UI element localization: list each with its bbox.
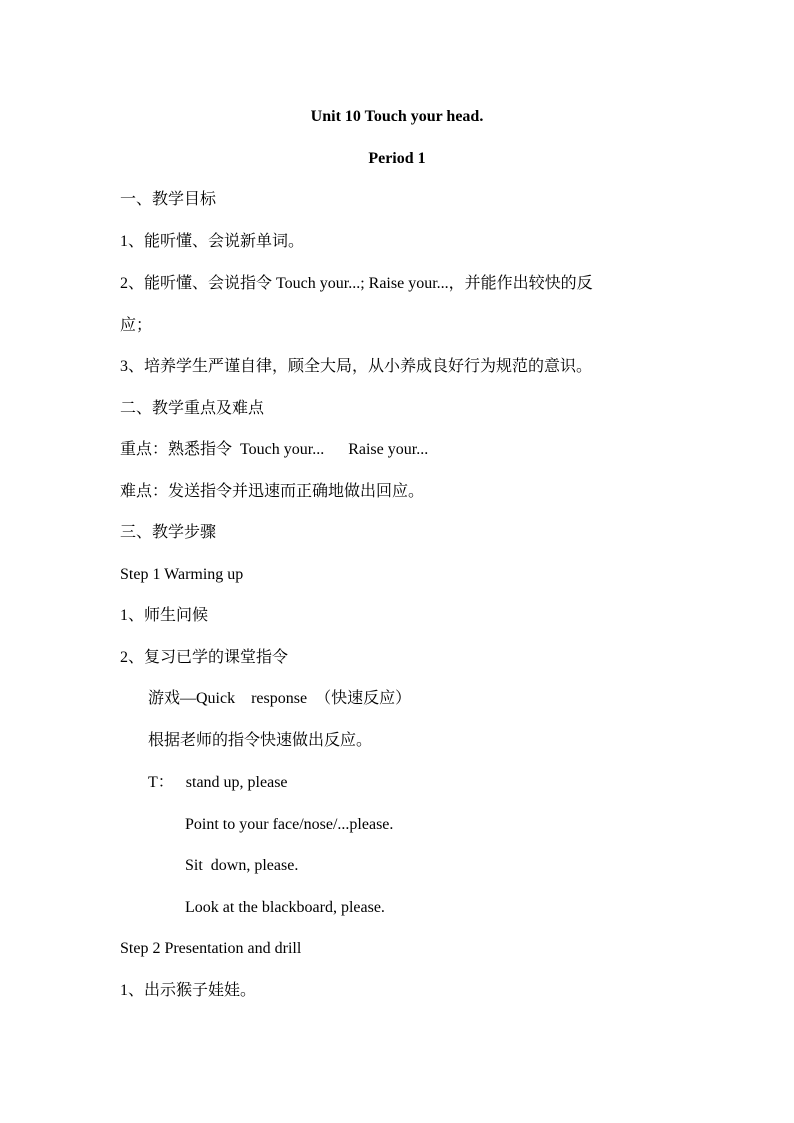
section-heading-steps: 三、教学步骤 [120,524,217,541]
difficult-point: 难点：发送指令并迅速而正确地做出回应。 [120,483,425,500]
document-title: Unit 10 Touch your head. [310,108,484,125]
step-2-heading: Step 2 Presentation and drill [120,940,302,957]
objective-3: 3、培养学生严谨自律，顾全大局，从小养成良好行为规范的意识。 [120,358,593,375]
step-1-heading: Step 1 Warming up [120,566,244,583]
section-heading-key-points: 二、教学重点及难点 [120,400,265,417]
key-point: 重点：熟悉指令 Touch your... Raise your... [120,441,429,458]
teacher-command-4: Look at the blackboard, please. [185,899,385,916]
teacher-command-1: T： stand up, please [148,774,288,791]
objective-1: 1、能听懂、会说新单词。 [120,233,305,250]
game-instruction: 根据老师的指令快速做出反应。 [148,732,373,749]
objective-2: 2、能听懂、会说指令 Touch your...; Raise your...，并能作出较快的反 [120,275,593,292]
section-heading-objectives: 一、教学目标 [120,191,217,208]
step-1-item-2: 2、复习已学的课堂指令 [120,649,289,666]
step-2-item-1: 1、出示猴子娃娃。 [120,982,257,999]
game-line: 游戏—Quick response （快速反应） [148,690,412,707]
teacher-command-3: Sit down, please. [185,857,299,874]
step-1-item-1: 1、师生问候 [120,607,209,624]
teacher-command-2: Point to your face/nose/...please. [185,816,394,833]
period-heading: Period 1 [368,150,426,167]
objective-2-continued: 应； [120,317,153,334]
